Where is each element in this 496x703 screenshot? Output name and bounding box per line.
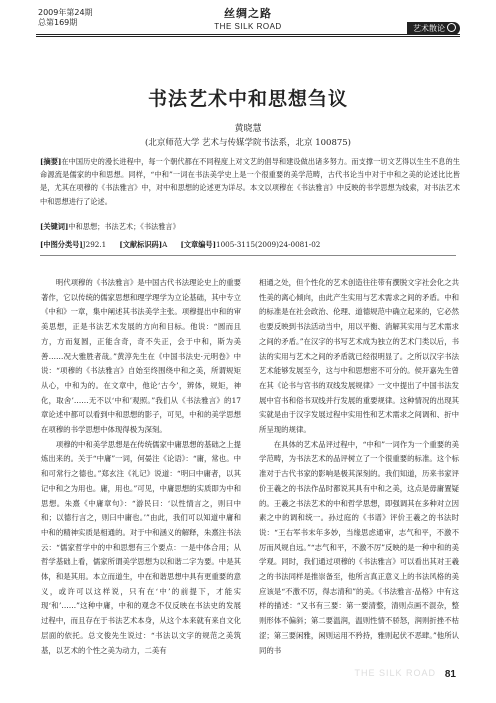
- abstract-label: [摘要]: [40, 157, 62, 166]
- keywords-label: [关键词]: [40, 222, 69, 231]
- abstract: [40, 155, 460, 208]
- section-divider: [40, 255, 456, 256]
- globe-icon: [447, 23, 456, 32]
- abstract-text: 在中国历史的漫长进程中，每一个朝代都在不同程度上对文艺的倡导和建设做出诸多努力。而支撑一切文艺得以生生不息的生命源流是儒家的中和思想。同样，“中和”一词在书法美学史上是一个很重要的美学范畴，古代书论当中对于中和之美的论述比比皆是，尤其在项穆的《书法雅言》中，对中和思想的论述更为详尽。本文以项穆在《书法雅言》中反映的书学思想为线索，对书法艺术中和思想进行了论述。: [40, 157, 460, 206]
- paragraph: 项穆的中和美学思想是在传统儒家中庸思想的基础之上提炼出来的。关于“中庸”一词，何晏注《论语》：“庸，常也。中和可常行之德也。”郑玄注《礼记》说道：“明曰中庸者，以其记中和之为用也。庸，用也。”可见，中庸思想的实质即为中和思想。朱熹《中庸章句》：“游民曰：‘以性情言之，则曰中和；以德行言之，则曰中庸也。’”由此，我们可以知道中庸和中和的精神实质是相通的。对于中和涵义的解释，朱熹注书法云：“儒家哲学中的中和思想有三个要点：一是中体合用；从哲学基础上看，儒家所谓美学思想为以和谐二字为要。中是其体，和是其用。本立而道生，中在和谐思想中具有更重要的意义，或许可以这样说，只有在‘中’的前提下，才能实现‘和’……”这种中庸，中和的观念不仅反映在书法史的发展过程中，而且存在于书法艺术本身，从这个本来就有来自文化层面的依托。总文俊先生说过：“书法以文字的规范之美筑基，以艺术的个性之美为动力，二美有: [41, 439, 241, 655]
- keywords-text: 中和思想；书法艺术；《书法雅言》: [68, 222, 180, 231]
- paragraph: 在具体的艺术品评过程中，“中和”一词作为一个重要的美学范畴，为书法艺术的品评树立了一个很重要的标准。这个标准对于古代书家的影响是极其深刻的。我们知道，历来书家评价王羲之的书法作品时都说其具有中和之美，这点是毋庸置疑的。王羲之书法艺术的中和哲学思想，即强调其在多种对立因素之中的调和统一。孙过庭的《书谱》评价王羲之的书法时说：“王右军书末年多妙，当缘思虑通审，志气和平，不激不厉而风规自远。”“志气和平，不激不厉”反映的是一种中和的美学观。同时，我们通过项穆的《书法雅言》可以看出其对王羲之的书法同样是推崇备至，他所言真正意义上的书法风格的美应该是“不激不厉，得志清和”的美。《书法雅言·品格》中有这样的描述：“又书有三要：第一要清整，清则点画不混杂，整则形体不偏斜；第二要温润，温则性情不骄怒，润则折挫不枯涩；第三要闲雅，闲则运用不矜持，雅则起伏不恶肆。”他所认同的书: [259, 439, 459, 655]
- author-affiliation: (北京师范大学 艺术与传媒学院书法系，北京 100875): [145, 138, 351, 148]
- journal-english-title: THE SILK ROAD: [214, 22, 282, 31]
- issue-number: 2009年第24期: [38, 8, 93, 17]
- paragraph: 相通之处，但个性化的艺术创造往往带有撰脱文字社会化之共性美的离心倾向，由此产生实用与艺术需求之间的矛盾。中和的标准是在社会政治、伦理、道德规范中确立起来的，它必然也要反映到书法活动当中，用以平衡、消解其实用与艺术需求之间的矛盾。”在汉字的书写艺术成为独立的艺术门类以后，书法的实用与艺术之间的矛盾就已经很明显了。之所以汉字书法艺术能够发展至今，这与中和思想密不可分的。侯开嘉先生曾在其《论书与官书的双线发展规律》一文中提出了中国书法发展中官书和俗书双线并行发展的重要规律。这种情况的出现其实就是由于汉字发展过程中实用性和艺术需求之间调和、折中所呈现的规律。: [259, 278, 459, 435]
- header-rule: [36, 34, 460, 35]
- header-rule-2: [36, 36, 460, 37]
- footer-watermark: THE SILK ROAD: [354, 668, 436, 678]
- page-number: 81: [444, 669, 456, 680]
- paragraph: 明代项穆的《书法雅言》是中国古代书法理论史上的重要著作，它以传统的儒家思想和理学理学为立论基础，其中专立《中和》一章，集中阐述其书法美学主张。项穆提出中和的审美思想，正是书法艺术发展的方向和目标。他说：“圆而且方，方而复圆，正能含奇，奇不失正，会于中和，斯为美善……况大雅胜者哉。”黄淳先生在《中国书法史·元明卷》中说：“项穆的《书法雅言》自始至终围绕中和之美，所谓规矩从心，中和为的。在文章中，他论‘古今’，辨体，规矩，神化，取舍’……无不以‘中和’观照。”我们从《书法雅言》的17章论述中都可以看到中和思想的影子，可见，中和的美学思想在项穆的书学思想中体现得极为深刻。: [41, 278, 241, 435]
- classification: [40, 240, 320, 250]
- issue-total: 总第169期: [38, 18, 78, 27]
- doc-code-label: [文献标识码]: [119, 240, 163, 249]
- clc-value: J292.1: [82, 240, 107, 249]
- article-id-label: [文章编号]: [180, 240, 217, 249]
- keywords: [40, 222, 180, 232]
- clc-label: [中图分类号]: [40, 240, 83, 249]
- column-label: 艺术散论: [413, 24, 445, 33]
- body-column-left: [41, 276, 241, 658]
- article-title: 书法艺术中和思想刍议: [147, 88, 348, 110]
- author-name: 黄晓慧: [234, 124, 262, 134]
- doc-code-value: A: [162, 240, 168, 249]
- body-column-right: [259, 276, 459, 658]
- article-id-value: 1005-3115(2009)24-0081-02: [216, 240, 321, 249]
- journal-logo: 丝绸之路: [224, 7, 272, 20]
